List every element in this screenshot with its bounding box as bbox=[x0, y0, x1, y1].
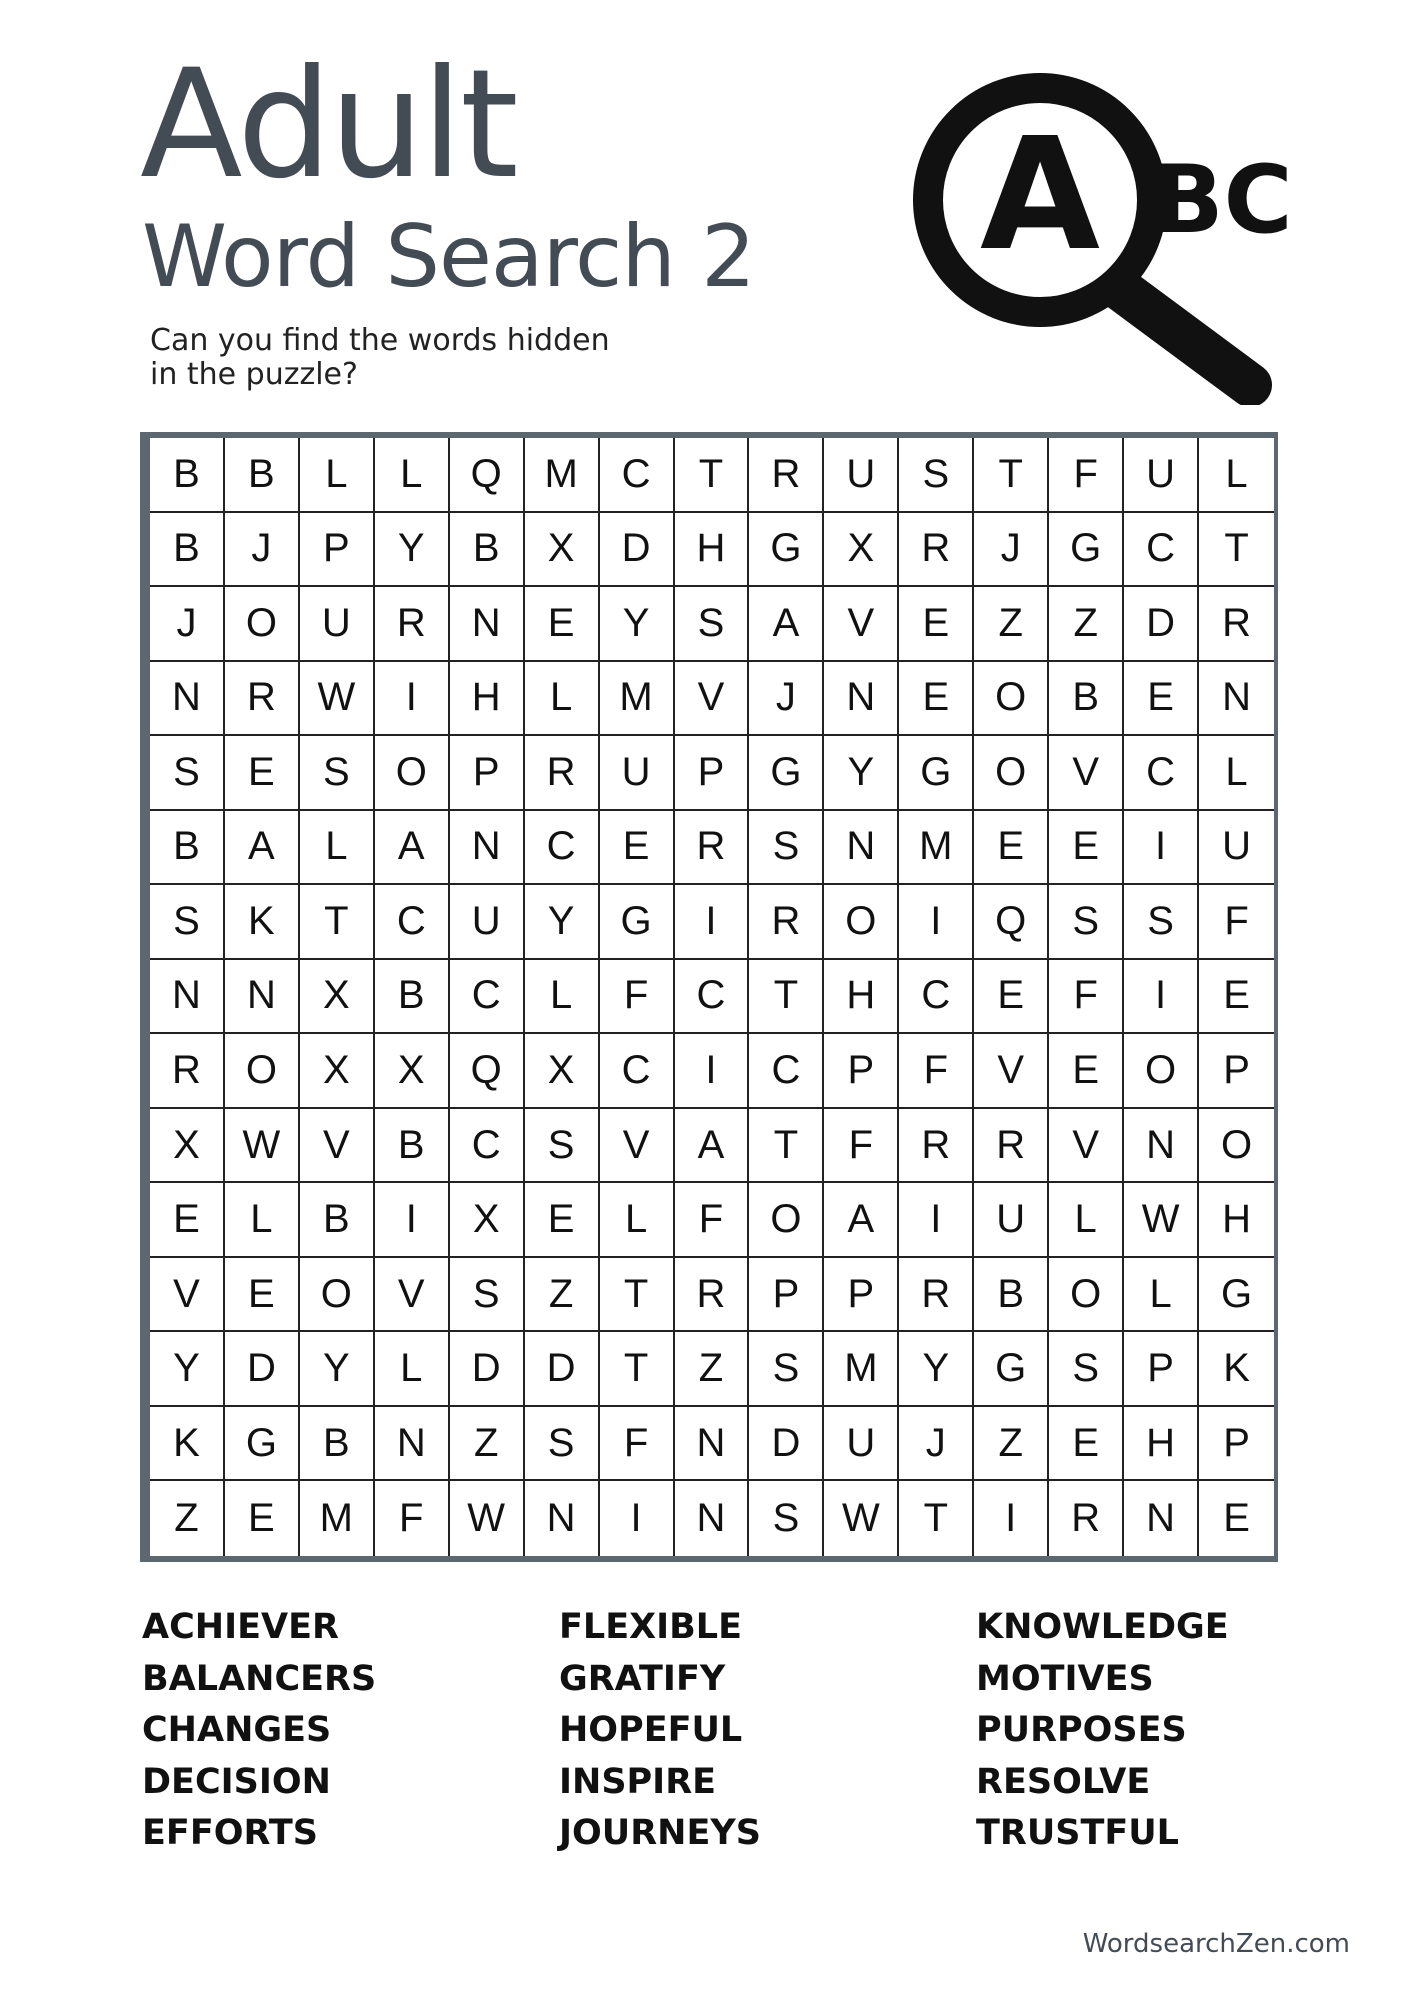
grid-cell[interactable]: I bbox=[974, 1481, 1049, 1556]
grid-cell[interactable]: M bbox=[899, 811, 974, 886]
grid-cell[interactable]: B bbox=[375, 960, 450, 1035]
grid-cell[interactable]: V bbox=[974, 1034, 1049, 1109]
grid-cell[interactable]: J bbox=[974, 513, 1049, 588]
grid-cell[interactable]: E bbox=[974, 960, 1049, 1035]
grid-cell[interactable]: D bbox=[600, 513, 675, 588]
grid-cell[interactable]: H bbox=[1199, 1183, 1274, 1258]
grid-cell[interactable]: O bbox=[1199, 1109, 1274, 1184]
grid-cell[interactable]: U bbox=[1124, 438, 1199, 513]
grid-cell[interactable]: E bbox=[1049, 811, 1124, 886]
grid-cell[interactable]: E bbox=[1124, 662, 1199, 737]
grid-cell[interactable]: R bbox=[150, 1034, 225, 1109]
grid-cell[interactable]: Q bbox=[974, 885, 1049, 960]
grid-cell[interactable]: I bbox=[899, 1183, 974, 1258]
grid-cell[interactable]: G bbox=[1199, 1258, 1274, 1333]
grid-cell[interactable]: H bbox=[450, 662, 525, 737]
grid-cell[interactable]: X bbox=[824, 513, 899, 588]
word-column bbox=[142, 1602, 559, 1860]
grid-cell[interactable]: Y bbox=[300, 1332, 375, 1407]
magnifying-glass-abc-icon bbox=[900, 60, 1300, 405]
grid-cell[interactable]: V bbox=[675, 662, 750, 737]
word-column bbox=[976, 1602, 1276, 1860]
grid-cell[interactable]: Y bbox=[824, 736, 899, 811]
grid-cell[interactable]: N bbox=[450, 811, 525, 886]
grid-cell[interactable]: E bbox=[1049, 1034, 1124, 1109]
word-list-item: FLEXIBLE bbox=[559, 1607, 743, 1647]
puzzle-frame bbox=[140, 432, 1278, 1562]
grid-cell[interactable]: E bbox=[1223, 1496, 1250, 1541]
grid-cell[interactable]: O bbox=[225, 1034, 300, 1109]
grid-cell[interactable]: C bbox=[675, 960, 750, 1035]
word-list-item: INSPIRE bbox=[559, 1761, 717, 1802]
grid-cell[interactable]: N bbox=[1124, 1481, 1199, 1556]
grid-cell[interactable]: S bbox=[150, 885, 225, 960]
letter-grid bbox=[150, 438, 1274, 1556]
grid-cell[interactable]: B bbox=[1049, 662, 1124, 737]
grid-cell[interactable]: G bbox=[225, 1407, 300, 1482]
grid-cell[interactable]: L bbox=[300, 438, 375, 513]
word-list-item: TRUSTFUL bbox=[976, 1813, 1179, 1853]
grid-cell[interactable]: Y bbox=[375, 513, 450, 588]
word-list-item: KNOWLEDGE bbox=[976, 1607, 1229, 1647]
grid-cell[interactable]: C bbox=[600, 438, 675, 513]
grid-cell[interactable]: P bbox=[824, 1034, 899, 1109]
grid-cell[interactable]: X bbox=[450, 1183, 525, 1258]
grid-cell[interactable]: O bbox=[749, 1183, 824, 1258]
grid-cell[interactable]: F bbox=[375, 1481, 450, 1556]
grid-cell[interactable]: M bbox=[824, 1332, 899, 1407]
grid-cell[interactable]: V bbox=[1049, 1109, 1124, 1184]
grid-cell[interactable]: L bbox=[1124, 1258, 1199, 1333]
grid-cell[interactable]: M bbox=[600, 662, 675, 737]
grid-cell[interactable]: G bbox=[749, 513, 824, 588]
grid-cell[interactable]: X bbox=[300, 1034, 375, 1109]
grid-cell[interactable]: B bbox=[375, 1109, 450, 1184]
grid-cell[interactable]: H bbox=[675, 513, 750, 588]
grid-cell[interactable]: B bbox=[974, 1258, 1049, 1333]
grid-cell[interactable]: Q bbox=[450, 1034, 525, 1109]
grid-cell[interactable]: U bbox=[974, 1183, 1049, 1258]
grid-cell[interactable]: U bbox=[1199, 811, 1274, 886]
grid-cell[interactable]: V bbox=[1049, 736, 1124, 811]
word-list-item: DECISION bbox=[142, 1761, 331, 1802]
grid-cell[interactable]: T bbox=[600, 1258, 675, 1333]
grid-cell[interactable]: E bbox=[525, 587, 600, 662]
grid-cell[interactable]: N bbox=[150, 960, 225, 1035]
grid-cell[interactable]: R bbox=[899, 513, 974, 588]
grid-cell[interactable]: A bbox=[375, 811, 450, 886]
grid-cell[interactable]: N bbox=[375, 1407, 450, 1482]
grid-cell[interactable]: R bbox=[899, 1109, 974, 1184]
page-subtitle: Word Search 2 bbox=[142, 207, 755, 307]
grid-cell[interactable]: Z bbox=[450, 1407, 525, 1482]
grid-cell[interactable]: T bbox=[1199, 513, 1274, 588]
page-title: Adult bbox=[140, 38, 516, 212]
site-credit: WordsearchZen.com bbox=[1082, 1929, 1350, 1959]
grid-cell[interactable]: O bbox=[375, 736, 450, 811]
word-list-item: JOURNEYS bbox=[559, 1813, 761, 1853]
grid-cell[interactable]: N bbox=[824, 662, 899, 737]
grid-cell[interactable]: V bbox=[300, 1109, 375, 1184]
grid-cell[interactable]: S bbox=[450, 1258, 525, 1333]
grid-cell[interactable]: T bbox=[974, 438, 1049, 513]
grid-cell[interactable]: Y bbox=[150, 1332, 225, 1407]
grid-cell[interactable]: E bbox=[150, 1183, 225, 1258]
word-column bbox=[559, 1602, 976, 1860]
grid-cell[interactable]: I bbox=[1124, 960, 1199, 1035]
grid-cell[interactable]: Z bbox=[974, 587, 1049, 662]
grid-cell[interactable]: D bbox=[450, 1332, 525, 1407]
grid-cell[interactable]: H bbox=[824, 960, 899, 1035]
grid-cell[interactable]: W bbox=[450, 1481, 525, 1556]
grid-cell[interactable]: C bbox=[375, 885, 450, 960]
grid-cell[interactable]: S bbox=[899, 438, 974, 513]
grid-cell[interactable]: O bbox=[974, 736, 1049, 811]
grid-cell[interactable]: J bbox=[749, 662, 824, 737]
grid-cell[interactable]: M bbox=[300, 1481, 375, 1556]
grid-cell[interactable]: C bbox=[525, 811, 600, 886]
grid-cell[interactable]: R bbox=[1049, 1481, 1124, 1556]
grid-cell[interactable]: G bbox=[600, 885, 675, 960]
logo-letter-a: A bbox=[980, 104, 1100, 285]
grid-cell[interactable]: I bbox=[600, 1481, 675, 1556]
grid-cell[interactable]: C bbox=[600, 1034, 675, 1109]
grid-cell[interactable]: B bbox=[300, 1407, 375, 1482]
grid-cell[interactable]: N bbox=[675, 1481, 750, 1556]
grid-cell[interactable]: N bbox=[1199, 662, 1274, 737]
grid-cell[interactable]: A bbox=[225, 811, 300, 886]
grid-cell[interactable]: J bbox=[150, 587, 225, 662]
word-list-item: PURPOSES bbox=[976, 1710, 1187, 1750]
grid-cell[interactable]: A bbox=[749, 587, 824, 662]
grid-cell[interactable]: L bbox=[600, 1183, 675, 1258]
grid-cell[interactable]: F bbox=[1049, 438, 1124, 513]
grid-cell[interactable]: Z bbox=[675, 1332, 750, 1407]
grid-cell[interactable]: J bbox=[225, 513, 300, 588]
logo-letters-bc: BC bbox=[1152, 146, 1293, 255]
grid-cell[interactable]: U bbox=[300, 587, 375, 662]
grid-cell[interactable]: R bbox=[375, 587, 450, 662]
grid-cell[interactable]: U bbox=[824, 1407, 899, 1482]
instructions bbox=[150, 324, 710, 392]
grid-cell[interactable]: R bbox=[675, 1258, 750, 1333]
word-list-item: EFFORTS bbox=[142, 1813, 318, 1853]
grid-cell[interactable]: T bbox=[675, 438, 750, 513]
grid-cell[interactable]: E bbox=[899, 662, 974, 737]
grid-cell[interactable]: L bbox=[1199, 736, 1274, 811]
grid-cell[interactable]: D bbox=[225, 1332, 300, 1407]
grid-cell[interactable]: V bbox=[600, 1109, 675, 1184]
grid-cell[interactable]: B bbox=[150, 811, 225, 886]
grid-cell[interactable]: Z bbox=[525, 1258, 600, 1333]
grid-cell[interactable]: V bbox=[375, 1258, 450, 1333]
instructions-line-2: in the puzzle? bbox=[150, 357, 358, 392]
grid-cell[interactable]: U bbox=[600, 736, 675, 811]
grid-cell[interactable]: Y bbox=[525, 885, 600, 960]
grid-cell[interactable]: S bbox=[1049, 885, 1124, 960]
grid-cell[interactable]: E bbox=[1199, 960, 1274, 1035]
grid-cell[interactable]: G bbox=[1049, 513, 1124, 588]
grid-cell[interactable]: N bbox=[824, 811, 899, 886]
grid-cell[interactable]: D bbox=[749, 1407, 824, 1482]
grid-cell[interactable]: X bbox=[300, 960, 375, 1035]
grid-cell[interactable]: R bbox=[974, 1109, 1049, 1184]
grid-cell[interactable]: S bbox=[525, 1407, 600, 1482]
grid-cell[interactable]: E bbox=[225, 1258, 300, 1333]
grid-cell[interactable]: B bbox=[225, 438, 300, 513]
grid-cell[interactable]: E bbox=[600, 811, 675, 886]
grid-cell[interactable]: R bbox=[749, 885, 824, 960]
word-list-item: CHANGES bbox=[142, 1710, 332, 1750]
grid-cell[interactable]: S bbox=[1049, 1332, 1124, 1407]
grid-cell[interactable]: K bbox=[1199, 1332, 1274, 1407]
grid-cell[interactable]: P bbox=[1124, 1332, 1199, 1407]
grid-cell[interactable]: B bbox=[150, 513, 225, 588]
grid-cell[interactable]: F bbox=[600, 960, 675, 1035]
grid-cell[interactable]: J bbox=[899, 1407, 974, 1482]
grid-cell[interactable]: N bbox=[525, 1481, 600, 1556]
grid-cell[interactable]: T bbox=[300, 885, 375, 960]
grid-cell[interactable]: R bbox=[1199, 587, 1274, 662]
grid-cell[interactable]: C bbox=[450, 1109, 525, 1184]
grid-cell[interactable]: S bbox=[675, 587, 750, 662]
grid-cell[interactable]: P bbox=[1199, 1407, 1274, 1482]
grid-cell[interactable]: O bbox=[1124, 1034, 1199, 1109]
grid-cell[interactable]: E bbox=[525, 1183, 600, 1258]
grid-cell[interactable]: V bbox=[150, 1258, 225, 1333]
grid-cell[interactable]: G bbox=[974, 1332, 1049, 1407]
grid-cell[interactable]: Z bbox=[1049, 587, 1124, 662]
grid-cell[interactable]: L bbox=[525, 960, 600, 1035]
grid-cell[interactable]: O bbox=[824, 885, 899, 960]
grid-cell[interactable]: P bbox=[824, 1258, 899, 1333]
grid-cell[interactable]: V bbox=[824, 587, 899, 662]
grid-cell[interactable]: I bbox=[1124, 811, 1199, 886]
grid-cell[interactable]: I bbox=[675, 1034, 750, 1109]
grid-cell[interactable]: P bbox=[749, 1258, 824, 1333]
grid-cell[interactable]: L bbox=[1199, 438, 1274, 513]
grid-cell[interactable]: E bbox=[899, 587, 974, 662]
grid-cell[interactable]: K bbox=[225, 885, 300, 960]
grid-cell[interactable]: B bbox=[450, 513, 525, 588]
grid-cell[interactable]: W bbox=[300, 662, 375, 737]
grid-cell[interactable]: E bbox=[1049, 1407, 1124, 1482]
grid-cell[interactable]: F bbox=[899, 1034, 974, 1109]
grid-cell[interactable]: P bbox=[675, 736, 750, 811]
grid-cell[interactable]: B bbox=[150, 438, 225, 513]
grid-cell[interactable]: F bbox=[675, 1183, 750, 1258]
grid-cell[interactable]: S bbox=[749, 1481, 824, 1556]
grid-cell[interactable]: R bbox=[675, 811, 750, 886]
grid-cell[interactable]: T bbox=[600, 1332, 675, 1407]
grid-cell[interactable]: C bbox=[749, 1034, 824, 1109]
grid-cell[interactable]: I bbox=[375, 1183, 450, 1258]
grid-cell[interactable]: G bbox=[749, 736, 824, 811]
grid-cell[interactable]: S bbox=[525, 1109, 600, 1184]
grid-cell[interactable]: C bbox=[1124, 513, 1199, 588]
grid-cell[interactable]: Y bbox=[899, 1332, 974, 1407]
grid-cell[interactable]: L bbox=[300, 811, 375, 886]
grid-cell[interactable]: R bbox=[525, 736, 600, 811]
grid-cell[interactable]: E bbox=[225, 1481, 300, 1556]
grid-cell[interactable]: R bbox=[225, 662, 300, 737]
grid-cell[interactable]: O bbox=[300, 1258, 375, 1333]
grid-cell[interactable]: P bbox=[450, 736, 525, 811]
grid-cell[interactable]: O bbox=[225, 587, 300, 662]
grid-cell[interactable]: D bbox=[525, 1332, 600, 1407]
grid-cell[interactable]: K bbox=[150, 1407, 225, 1482]
grid-cell[interactable]: E bbox=[225, 736, 300, 811]
grid-cell[interactable]: X bbox=[525, 513, 600, 588]
grid-cell[interactable]: M bbox=[525, 438, 600, 513]
grid-cell[interactable]: P bbox=[1199, 1034, 1274, 1109]
word-list-item: MOTIVES bbox=[976, 1658, 1154, 1699]
grid-cell[interactable]: F bbox=[1049, 960, 1124, 1035]
word-list-item: ACHIEVER bbox=[142, 1607, 339, 1647]
grid-cell[interactable]: Z bbox=[150, 1481, 225, 1556]
grid-cell[interactable]: P bbox=[300, 513, 375, 588]
grid-cell[interactable]: W bbox=[1124, 1183, 1199, 1258]
grid-cell[interactable]: S bbox=[300, 736, 375, 811]
word-list-item: GRATIFY bbox=[559, 1658, 726, 1699]
grid-cell[interactable]: I bbox=[675, 885, 750, 960]
grid-cell[interactable]: S bbox=[1124, 885, 1199, 960]
grid-cell[interactable]: N bbox=[150, 662, 225, 737]
grid-cell[interactable]: L bbox=[1049, 1183, 1124, 1258]
grid-cell[interactable]: C bbox=[1124, 736, 1199, 811]
grid-cell[interactable]: F bbox=[600, 1407, 675, 1482]
grid-cell[interactable]: T bbox=[749, 1109, 824, 1184]
grid-cell[interactable]: S bbox=[749, 811, 824, 886]
grid-cell[interactable]: O bbox=[1049, 1258, 1124, 1333]
grid-cell[interactable]: I bbox=[899, 885, 974, 960]
grid-cell[interactable]: B bbox=[300, 1183, 375, 1258]
grid-cell[interactable]: A bbox=[824, 1183, 899, 1258]
word-list-item: HOPEFUL bbox=[559, 1710, 743, 1750]
grid-cell[interactable]: T bbox=[899, 1481, 974, 1556]
grid-cell[interactable]: T bbox=[749, 960, 824, 1035]
grid-cell[interactable]: N bbox=[675, 1407, 750, 1482]
grid-cell[interactable]: F bbox=[824, 1109, 899, 1184]
grid-cell[interactable]: H bbox=[1124, 1407, 1199, 1482]
grid-cell[interactable]: U bbox=[450, 885, 525, 960]
grid-cell[interactable]: X bbox=[375, 1034, 450, 1109]
grid-cell[interactable]: Y bbox=[600, 587, 675, 662]
grid-cell[interactable]: L bbox=[225, 1183, 300, 1258]
word-list-item: BALANCERS bbox=[142, 1658, 377, 1699]
grid-cell[interactable]: N bbox=[225, 960, 300, 1035]
grid-cell[interactable]: R bbox=[899, 1258, 974, 1333]
grid-cell[interactable]: I bbox=[375, 662, 450, 737]
word-list-item: RESOLVE bbox=[976, 1761, 1151, 1802]
grid-cell[interactable]: C bbox=[450, 960, 525, 1035]
grid-cell[interactable]: A bbox=[675, 1109, 750, 1184]
grid-cell[interactable]: D bbox=[1124, 587, 1199, 662]
grid-cell[interactable]: N bbox=[1124, 1109, 1199, 1184]
grid-cell[interactable]: X bbox=[525, 1034, 600, 1109]
grid-cell[interactable]: R bbox=[749, 438, 824, 513]
grid-cell[interactable]: L bbox=[375, 438, 450, 513]
grid-cell[interactable]: O bbox=[974, 662, 1049, 737]
grid-cell[interactable]: X bbox=[150, 1109, 225, 1184]
grid-cell[interactable]: C bbox=[899, 960, 974, 1035]
grid-cell[interactable]: Q bbox=[450, 438, 525, 513]
grid-cell[interactable]: F bbox=[1199, 885, 1274, 960]
grid-cell[interactable]: W bbox=[225, 1109, 300, 1184]
grid-cell[interactable]: S bbox=[150, 736, 225, 811]
word-list bbox=[142, 1602, 1242, 1860]
instructions-line-1: Can you find the words hidden bbox=[150, 323, 610, 358]
grid-cell[interactable]: L bbox=[375, 1332, 450, 1407]
grid-cell[interactable]: Z bbox=[974, 1407, 1049, 1482]
grid-cell[interactable]: W bbox=[824, 1481, 899, 1556]
grid-cell[interactable]: S bbox=[749, 1332, 824, 1407]
grid-cell[interactable]: L bbox=[525, 662, 600, 737]
grid-cell[interactable]: N bbox=[450, 587, 525, 662]
grid-cell[interactable]: G bbox=[899, 736, 974, 811]
grid-cell[interactable]: U bbox=[824, 438, 899, 513]
grid-cell[interactable]: E bbox=[974, 811, 1049, 886]
